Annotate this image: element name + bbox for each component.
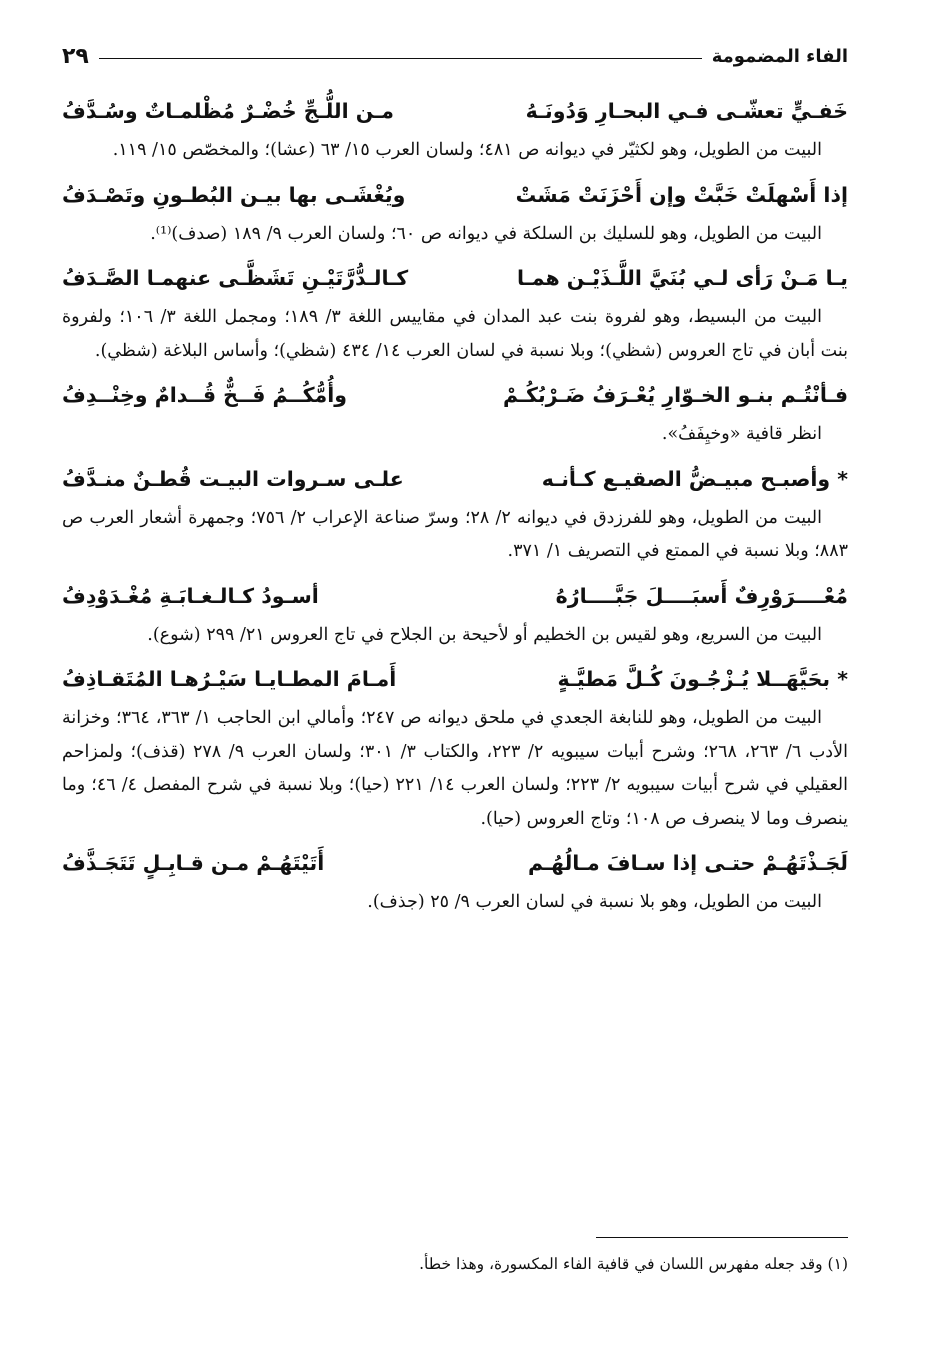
verse-line (62, 844, 848, 886)
verse-entry (62, 460, 848, 569)
verse-first-hemistich: * بحَيَّهَــلا يُـزْجُـونَ كُـلَّ مَطيَّـةٍ (557, 667, 848, 691)
verse-line (62, 259, 848, 301)
verse-first-hemistich: يـا مَـنْ رَأى لـي بُنَيَّ اللَّـذَيْـن همـا (517, 266, 848, 290)
verse-second-hemistich: ويُغْشَـى بها بيـن البُطـونِ وتَصْـدَفُ (62, 182, 406, 207)
verse-source-note: البيت من الطويل، وهو للفرزدق في ديوانه ٢/ ٢٨؛ وسرّ صناعة الإعراب ٢/ ٧٥٦؛ وجمهرة أشعار العرب ص ٨٨٣؛ وبلا نسبة في الممتع في التصريف ١/ ٣٧١. (62, 507, 848, 561)
verse-source-note: البيت من الطويل، وهو للنابغة الجعدي في ملحق ديوانه ص ٢٤٧؛ وأمالي ابن الحاجب ١/ ٣٦٣، ٣٦٤؛ وخزانة الأدب ٦/ ٢٦٣، ٢٦٨؛ وشرح أبيات سيبويه ٢/ ٢٢٣، والكتاب ٣/ ٣٠١؛ ولسان العرب ٩/ ٢٧٨ (قذف)؛ ولمزاحم العقيلي في شرح أبيات سيبويه ٢/ ٢٢٣؛ ولسان العرب ١٤/ ٢٢١ (حيا)؛ وبلا نسبة في شرح المفصل ٤/ ٤٦؛ وما ينصرف وما لا ينصرف ص ١٠٨؛ وتاج العروس (حيا). (62, 708, 849, 829)
verse-first-hemistich: لَجَـذْتَهُـمْ حتـى إذا سـافَ مـالُهُـم (527, 851, 848, 875)
verse-entries (62, 92, 848, 920)
verse-first-hemistich: خَفـيٍّ تعشّـى فـي البحـارِ وَدُونَـهُ (525, 99, 848, 123)
verse-line (62, 92, 848, 134)
footnote-separator (596, 1237, 848, 1238)
verse-first-hemistich: مُعْــــرَوْرِفٌ أَسبَــــلَ جَبَّــــارُهُ (555, 583, 848, 608)
footnote: (١) وقد جعله مفهرس اللسان في قافية الفاء المكسورة، وهذا خطأ. (419, 1255, 848, 1273)
verse-line (62, 460, 848, 502)
verse-second-hemistich: كـالـدُّرَّتَيْـنِ تَشَظَّـى عنهمـا الصَّـدَفُ (62, 266, 409, 290)
verse-entry (62, 660, 848, 836)
page-number: ٢٩ (62, 43, 89, 69)
verse-entry (62, 577, 848, 653)
verse-line (62, 176, 848, 218)
verse-entry (62, 92, 848, 168)
verse-line (62, 577, 848, 619)
verse-line (62, 660, 848, 702)
verse-source-note: البيت من البسيط، وهو لفروة بنت عبد المدان في مقاييس اللغة ٣/ ١٨٩؛ ومجمل اللغة ٣/ ١٠٦؛ ولفروة بنت أبان في تاج العروس (شظي)؛ وبلا نسبة في لسان العرب ١٤/ ٤٣٤ (شظي)؛ وأساس البلاغة (شظي). (62, 307, 848, 361)
verse-source-note: البيت من الطويل، وهو بلا نسبة في لسان العرب ٩/ ٢٥ (جذف). (367, 892, 822, 912)
verse-entry (62, 176, 848, 252)
verse-entry (62, 259, 848, 368)
verse-entry (62, 844, 848, 920)
verse-second-hemistich: أَمـامَ المطـايـا سَيْـرُهـا المُتَقـاذِفُ (62, 667, 397, 691)
verse-first-hemistich: * وأصبـح مبيـضُّ الصقيـع كـأنـه (541, 466, 848, 491)
verse-source-note: انظر قافية «وخيِفَفُ». (661, 424, 822, 444)
verse-line (62, 376, 848, 418)
verse-second-hemistich: مـن اللُّـجِّ خُضْـرٌ مُظْلمـاتٌ وسُـدَّفُ (62, 99, 394, 123)
verse-first-hemistich: فـأنْتُـم بنـو الخـوّارِ يُعْـرَفُ ضَـرْبُكُـمْ (502, 383, 848, 407)
page (62, 34, 848, 928)
verse-entry (62, 376, 848, 452)
verse-second-hemistich: وأُمُّكُــمُ فَــخٌّ قُــدامٌ وخِنْــدِفُ (62, 383, 347, 407)
verse-second-hemistich: علـى سـروات البيـت قُطـنٌ منـدَّفُ (62, 466, 404, 491)
running-head (62, 34, 848, 78)
verse-source-note: البيت من الطويل، وهو للسليك بن السلكة في ديوانه ص ٦٠؛ ولسان العرب ٩/ ١٨٩ (صدف)⁽¹⁾. (150, 223, 822, 244)
verse-source-note: البيت من الطويل، وهو لكثيّر في ديوانه ص ٤٨١؛ ولسان العرب ١٥/ ٦٣ (عشا)؛ والمخصّص ١٥/ ١١٩. (112, 140, 822, 160)
running-head-title: الفاء المضمومة (711, 45, 848, 67)
verse-source-note: البيت من السريع، وهو لقيس بن الخطيم أو لأحيحة بن الجلاح في تاج العروس ٢١/ ٢٩٩ (شوع). (147, 624, 822, 645)
verse-second-hemistich: أسـودُ كـالـغـابَـةِ مُغْـدَوْدِفُ (62, 583, 319, 608)
verse-second-hemistich: أَتَيْتَهُـمْ مـن قـابِـلٍ تَتَجَـذَّفُ (62, 851, 325, 875)
running-head-rule (99, 58, 702, 59)
verse-first-hemistich: إذا أَسْهلَتْ خَبَّتْ وإن أَحْزَنَتْ مَشَتْ (515, 182, 848, 207)
